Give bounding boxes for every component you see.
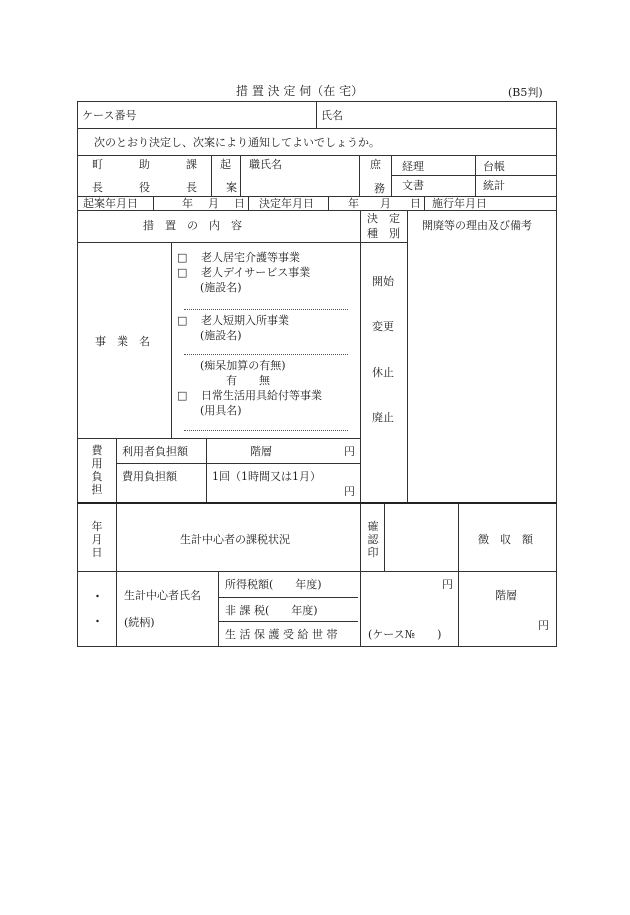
relation-label: (続柄) <box>124 616 155 629</box>
per-time-note: 1回（1時間又は1月） <box>212 470 321 483</box>
job-name-label: 職氏名 <box>249 158 282 171</box>
approval-sho: 庶 <box>370 158 381 171</box>
user-burden-yen: 円 <box>344 445 355 458</box>
kind-suspend: 休止 <box>372 366 394 379</box>
collection-amount-header: 徴 収 額 <box>478 533 533 546</box>
checkbox-daily-equipment[interactable]: □ <box>177 389 188 402</box>
documents-label: 文書 <box>402 179 424 192</box>
confirm-seal-label: 確認印 <box>367 520 379 559</box>
approval-yaku: 役 <box>139 181 150 194</box>
date-dot-2: ・ <box>92 615 103 628</box>
reason-remarks-header: 開廃等の理由及び備考 <box>422 219 532 232</box>
facility-name-1: (施設名) <box>200 281 242 294</box>
cost-burden-yen: 円 <box>344 485 355 498</box>
kind-abolish: 廃止 <box>372 411 394 424</box>
tax-date-label: 年月日 <box>91 520 103 559</box>
statistics-label: 統計 <box>483 179 505 192</box>
approval-jo: 助 <box>139 158 150 171</box>
decision-year: 年 <box>348 197 359 210</box>
draft-day: 日 <box>234 197 245 210</box>
item-daily-equipment: 日常生活用具給付等事業 <box>201 389 322 402</box>
collection-tier: 階層 <box>495 589 517 602</box>
checkbox-short-stay[interactable]: □ <box>177 314 188 327</box>
item-short-stay: 老人短期入所事業 <box>201 314 289 327</box>
facility-name-2: (施設名) <box>200 329 242 342</box>
name-label: 氏名 <box>321 109 343 122</box>
tax-status-header: 生計中心者の課税状況 <box>180 533 290 546</box>
user-burden-tier: 階層 <box>250 445 272 458</box>
dementia-yes-no: 有 無 <box>226 374 270 387</box>
decision-kind-top: 決 定 <box>367 212 400 225</box>
approval-ka: 課 <box>186 158 197 171</box>
item-home-care: 老人居宅介護等事業 <box>201 251 300 264</box>
approval-cho1: 長 <box>92 181 103 194</box>
checkbox-home-care[interactable]: □ <box>177 251 188 264</box>
paper-size-note: (B5判) <box>508 86 543 99</box>
approval-cho2: 長 <box>186 181 197 194</box>
approval-machi: 町 <box>92 158 103 171</box>
user-burden-label: 利用者負担額 <box>122 445 188 458</box>
measure-content-header: 措 置 の 内 容 <box>143 219 242 232</box>
equipment-name: (用具名) <box>200 404 242 417</box>
cost-burden-label: 費用負担 <box>91 444 103 496</box>
non-taxable-label: 非 課 税( 年度) <box>225 604 318 617</box>
decision-day: 日 <box>410 197 421 210</box>
draft-year: 年 <box>182 197 193 210</box>
form-title: 措 置 決 定 伺（在 宅） <box>236 84 364 98</box>
approval-ki: 起 <box>220 158 231 171</box>
welfare-case-number: (ケース№ ) <box>368 628 442 641</box>
enforcement-date-label: 施行年月日 <box>432 197 487 210</box>
draft-month: 月 <box>208 197 219 210</box>
collection-yen: 円 <box>538 619 549 632</box>
kind-start: 開始 <box>372 275 394 288</box>
accounting-label: 経理 <box>402 160 424 173</box>
dementia-addition: (痴呆加算の有無) <box>200 359 286 372</box>
case-number-label: ケース番号 <box>82 109 137 122</box>
income-tax-label: 所得税額( 年度) <box>225 578 322 591</box>
decision-date-label: 決定年月日 <box>259 197 314 210</box>
kind-change: 変更 <box>372 320 394 333</box>
approval-mu: 務 <box>374 182 385 195</box>
ledger-label: 台帳 <box>483 160 505 173</box>
inquiry-text: 次のとおり決定し、次案により通知してよいでしょうか。 <box>94 136 380 149</box>
date-dot-1: ・ <box>92 590 103 603</box>
household-head-name-label: 生計中心者氏名 <box>124 589 201 602</box>
checkbox-day-service[interactable]: □ <box>177 266 188 279</box>
draft-date-label: 起案年月日 <box>83 197 138 210</box>
decision-kind-bottom: 種 別 <box>367 227 400 240</box>
business-name-label: 事 業 名 <box>95 335 150 348</box>
approval-an: 案 <box>226 181 237 194</box>
welfare-household-label: 生 活 保 護 受 給 世 帯 <box>225 628 338 641</box>
item-day-service: 老人デイサービス事業 <box>201 266 311 279</box>
income-tax-yen: 円 <box>442 578 453 591</box>
cost-burden-amount-label: 費用負担額 <box>122 470 177 483</box>
decision-month: 月 <box>380 197 391 210</box>
